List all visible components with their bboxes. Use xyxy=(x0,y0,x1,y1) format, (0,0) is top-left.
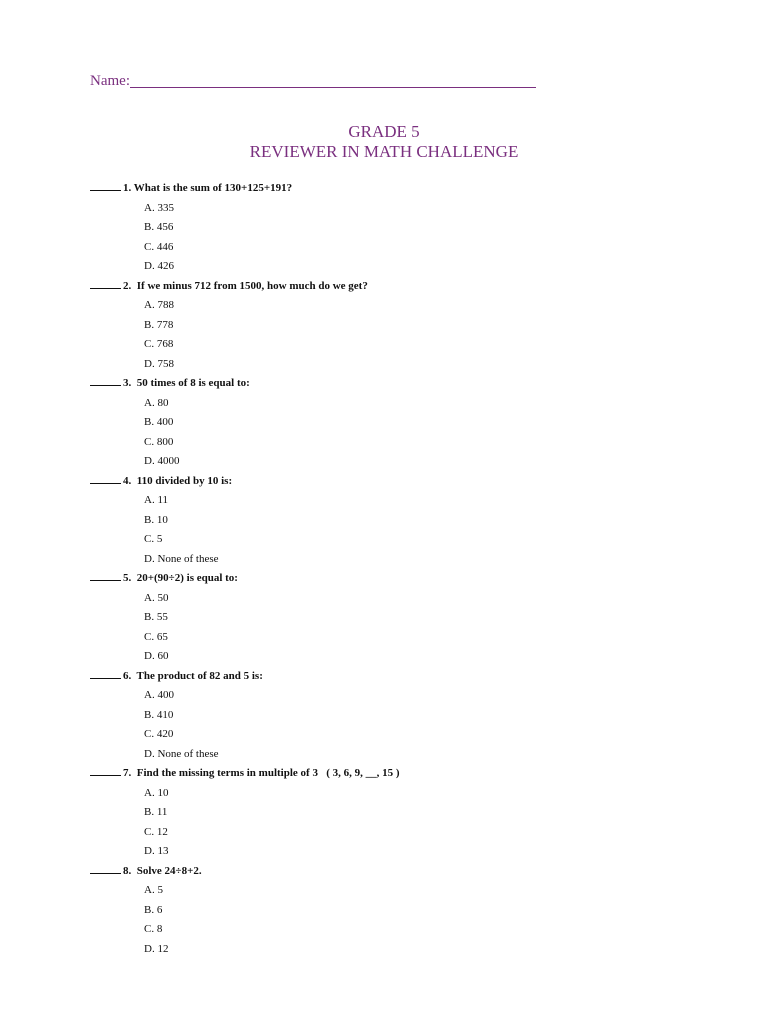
option: C. 800 xyxy=(144,435,174,448)
option: D. 4000 xyxy=(144,455,180,467)
answer-blank xyxy=(90,473,121,484)
answer-blank xyxy=(90,668,121,679)
question-text: 8. Solve 24÷8+2. xyxy=(123,864,202,877)
option: D. 13 xyxy=(144,845,169,857)
worksheet-title: REVIEWER IN MATH CHALLENGE xyxy=(249,142,519,161)
options-list xyxy=(90,296,730,374)
name-field xyxy=(90,72,536,90)
option: A. 400 xyxy=(144,689,174,701)
question-1 xyxy=(90,179,730,277)
question-7 xyxy=(90,764,730,862)
option: B. 456 xyxy=(144,221,174,233)
option: C. 12 xyxy=(144,825,168,838)
answer-blank xyxy=(90,180,121,191)
option: A. 10 xyxy=(144,786,169,799)
options-list xyxy=(90,394,730,472)
question-3 xyxy=(90,374,730,472)
question-text: 4. 110 divided by 10 is: xyxy=(123,474,233,487)
option: A. 11 xyxy=(144,494,169,506)
option: A. 50 xyxy=(144,591,169,604)
option: C. 420 xyxy=(144,728,174,740)
options-list xyxy=(90,199,730,277)
option: C. 768 xyxy=(144,338,174,350)
question-text: 2. If we minus 712 from 1500, how much do we get? xyxy=(123,279,368,292)
question-5 xyxy=(90,569,730,667)
option: B. 6 xyxy=(144,903,163,916)
answer-blank xyxy=(90,278,121,289)
option: D. 426 xyxy=(144,260,174,272)
options-list xyxy=(90,881,730,959)
options-list xyxy=(90,784,730,862)
question-text: 5. 20+(90÷2) is equal to: xyxy=(123,572,238,584)
option: D. 758 xyxy=(144,357,174,370)
option: B. 55 xyxy=(144,611,168,623)
question-text: 7. Find the missing terms in multiple of 3 ( 3, 6, 9, __, 15 ) xyxy=(123,767,400,779)
answer-blank xyxy=(90,863,121,874)
worksheet-header xyxy=(0,122,768,162)
options-list xyxy=(90,491,730,569)
answer-blank xyxy=(90,570,121,581)
option: D. None of these xyxy=(144,747,219,760)
answer-blank xyxy=(90,765,121,776)
option: A. 335 xyxy=(144,201,174,214)
option: B. 410 xyxy=(144,708,174,721)
option: D. None of these xyxy=(144,552,219,565)
question-text: 6. The product of 82 and 5 is: xyxy=(123,669,263,682)
question-2 xyxy=(90,277,730,375)
option: D. 12 xyxy=(144,942,169,955)
name-label: Name: xyxy=(90,73,130,89)
option: C. 8 xyxy=(144,923,163,935)
option: A. 5 xyxy=(144,884,163,896)
question-4 xyxy=(90,472,730,570)
name-underline xyxy=(130,87,536,88)
question-8 xyxy=(90,862,730,960)
question-list xyxy=(90,179,730,959)
option: B. 10 xyxy=(144,513,168,526)
grade-title: GRADE 5 xyxy=(348,122,420,141)
option: C. 65 xyxy=(144,630,168,643)
question-text: 3. 50 times of 8 is equal to: xyxy=(123,377,250,389)
option: B. 11 xyxy=(144,806,168,818)
answer-blank xyxy=(90,375,121,386)
option: C. 5 xyxy=(144,533,163,545)
question-text: 1. What is the sum of 130+125+191? xyxy=(123,182,293,194)
option: A. 788 xyxy=(144,299,174,311)
question-6 xyxy=(90,667,730,765)
options-list xyxy=(90,589,730,667)
option: D. 60 xyxy=(144,650,169,662)
option: C. 446 xyxy=(144,240,174,253)
options-list xyxy=(90,686,730,764)
option: A. 80 xyxy=(144,396,169,409)
option: B. 778 xyxy=(144,318,174,331)
option: B. 400 xyxy=(144,416,174,428)
